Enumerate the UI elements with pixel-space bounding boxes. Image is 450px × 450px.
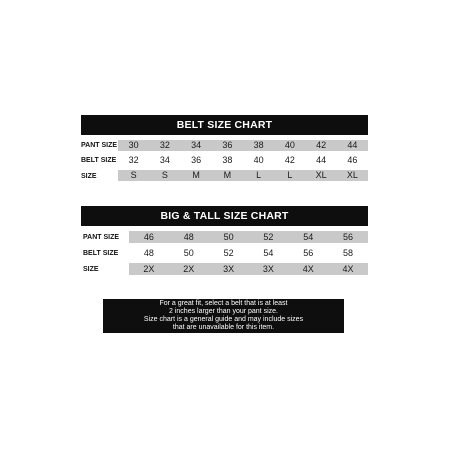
- fit-note-line: that are unavailable for this item.: [172, 324, 275, 331]
- belt-cell: 42: [284, 155, 295, 165]
- belt-cell: 44: [316, 155, 327, 165]
- bt-cell: 54: [263, 248, 274, 258]
- belt-cell: S: [161, 170, 168, 180]
- bt-cell: 3X: [223, 264, 235, 274]
- bt-cell: 56: [303, 248, 314, 258]
- belt-cell: S: [130, 170, 137, 180]
- belt-cell: 34: [159, 155, 170, 165]
- belt-cell: 32: [159, 140, 170, 150]
- bt-cell: 3X: [262, 264, 274, 274]
- bt-cell: 2X: [143, 264, 155, 274]
- bt-cell: 52: [223, 248, 234, 258]
- belt-cell: 36: [191, 155, 202, 165]
- belt-row-size: [118, 170, 368, 181]
- bt-cell: 46: [143, 232, 154, 242]
- belt-size-chart-title: BELT SIZE CHART: [81, 115, 368, 135]
- belt-cell: 30: [128, 140, 139, 150]
- bt-row-label-pant-size: PANT SIZE: [83, 234, 120, 241]
- bt-cell: 4X: [342, 264, 354, 274]
- belt-row-label-belt-size: BELT SIZE: [81, 157, 117, 164]
- bt-cell: 48: [143, 248, 154, 258]
- bt-cell: 50: [223, 232, 234, 242]
- belt-cell: 38: [222, 155, 233, 165]
- belt-cell: 36: [222, 140, 233, 150]
- belt-row-label-pant-size: PANT SIZE: [81, 142, 118, 149]
- bt-cell: 48: [183, 232, 194, 242]
- belt-row-pant-size: [118, 140, 368, 151]
- bt-row-label-belt-size: BELT SIZE: [83, 250, 119, 257]
- belt-cell: 32: [128, 155, 139, 165]
- belt-cell: XL: [346, 170, 358, 180]
- bt-row-size: [129, 263, 368, 275]
- belt-cell: 42: [316, 140, 327, 150]
- belt-cell: M: [223, 170, 232, 180]
- belt-row-label-size: SIZE: [81, 173, 97, 180]
- belt-cell: 44: [347, 140, 358, 150]
- fit-note-line: 2 inches larger than your pant size.: [169, 308, 278, 315]
- belt-cell: 40: [253, 155, 264, 165]
- bt-cell: 58: [343, 248, 354, 258]
- bt-cell: 52: [263, 232, 274, 242]
- bt-row-label-size: SIZE: [83, 266, 99, 273]
- bt-row-pant-size: [129, 231, 368, 243]
- bt-cell: 54: [303, 232, 314, 242]
- belt-cell: 40: [284, 140, 295, 150]
- belt-cell: 34: [191, 140, 202, 150]
- big-tall-size-chart-title: BIG & TALL SIZE CHART: [81, 206, 368, 226]
- bt-cell: 56: [343, 232, 354, 242]
- fit-note-line: Size chart is a general guide and may include sizes: [143, 316, 304, 323]
- bt-cell: 4X: [302, 264, 314, 274]
- belt-cell: XL: [315, 170, 327, 180]
- belt-cell: 38: [253, 140, 264, 150]
- fit-note-line: For a great fit, select a belt that is at least: [159, 300, 288, 307]
- bt-cell: 2X: [183, 264, 195, 274]
- bt-row-belt-size: [129, 247, 368, 259]
- bt-cell: 50: [183, 248, 194, 258]
- fit-note-box: [103, 299, 344, 333]
- belt-row-belt-size: [118, 155, 368, 166]
- belt-cell: M: [192, 170, 200, 180]
- belt-cell: L: [287, 170, 293, 180]
- belt-cell: 46: [347, 155, 358, 165]
- belt-cell: L: [256, 170, 262, 180]
